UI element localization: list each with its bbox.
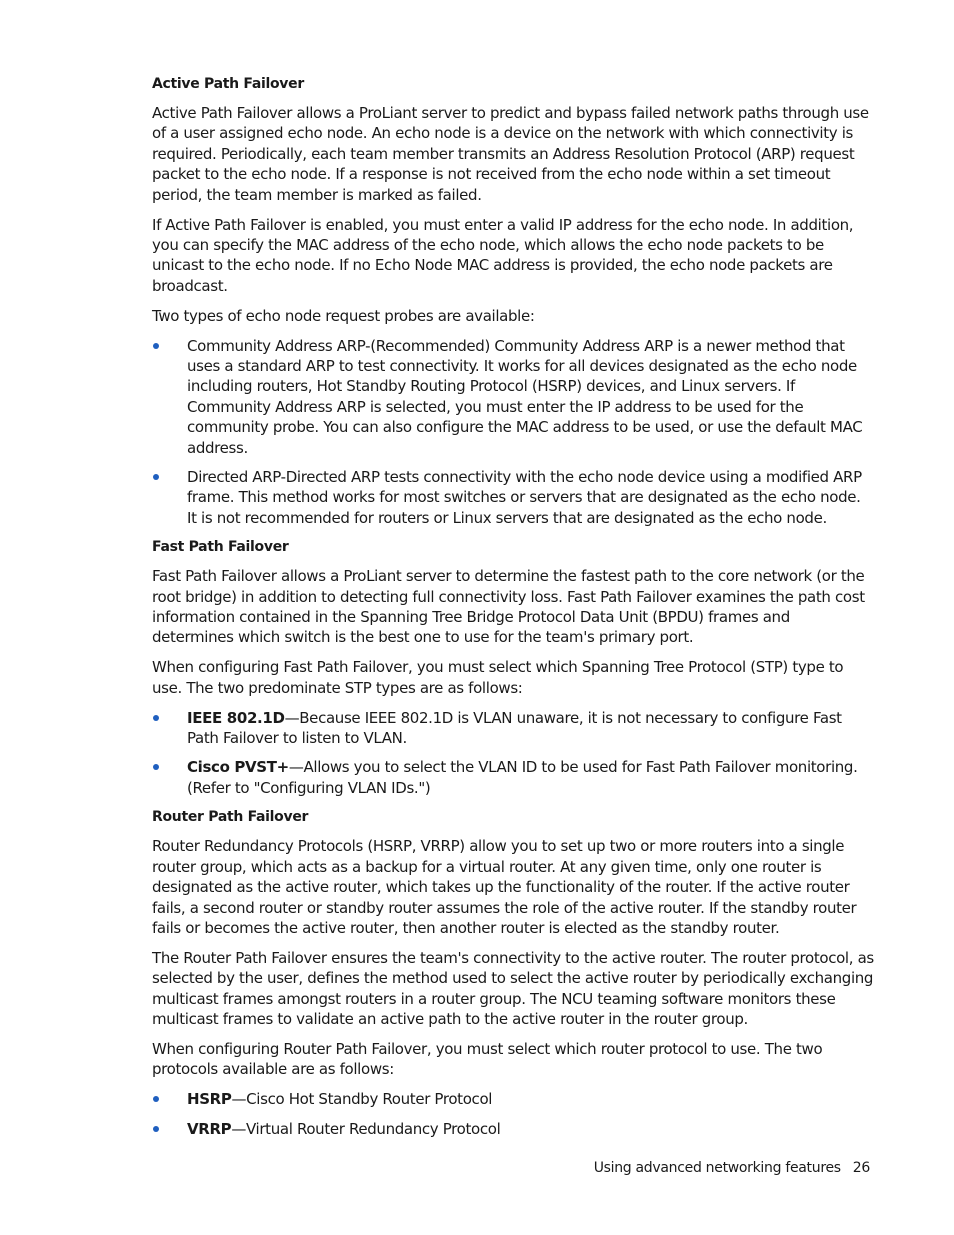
list-item-text: —Virtual Router Redundancy Protocol xyxy=(231,1119,501,1138)
paragraph: Fast Path Failover allows a ProLiant server to determine the fastest path to the core network (or the root bridge) in addition to detecting full connectivity loss. Fast Path Failover examines the path cost information contained in the Spanning Tree Bridge Protocol Data Unit (BPDU) frames and determines which switch is the best one to use for the team's primary port. xyxy=(152,567,865,647)
bullet-icon xyxy=(153,343,159,349)
list-item xyxy=(152,336,874,458)
list-item-text: —Because IEEE 802.1D is VLAN unaware, it is not necessary to configure Fast Path Failover to listen to VLAN. xyxy=(187,708,842,748)
list-item-term: HSRP xyxy=(187,1090,232,1109)
paragraph: When configuring Router Path Failover, you must select which router protocol to use. The two protocols available are as follows: xyxy=(152,1039,823,1079)
list-item-term: VRRP xyxy=(187,1119,232,1138)
heading-fast-path-failover: Fast Path Failover xyxy=(152,539,289,556)
document-body xyxy=(152,74,874,1148)
page-footer xyxy=(594,1159,870,1177)
list-item xyxy=(152,1119,874,1139)
probe-types-list xyxy=(152,336,874,529)
list-item xyxy=(152,1089,874,1109)
list-item-text: Directed ARP-Directed ARP tests connectivity with the echo node device using a modified ARP frame. This method works for most switches or servers that are designated as the echo node. It is not recommended for routers or Linux servers that are designated as the echo node. xyxy=(187,468,862,527)
list-item-text: —Allows you to select the VLAN ID to be used for Fast Path Failover monitoring. (Refer to "Configuring VLAN IDs.") xyxy=(187,758,858,797)
bullet-icon xyxy=(153,474,159,480)
bullet-icon xyxy=(153,715,159,721)
list-item-text: Community Address ARP-(Recommended) Community Address ARP is a newer method that uses a standard ARP to test connectivity. It works for all devices designated as the echo node including routers, Hot Standby Routing Protocol (HSRP) devices, and Linux servers. If Community Address ARP is selected, you must enter the IP address to be used for the community probe. You can also configure the MAC address to be used, or use the default MAC address. xyxy=(187,336,863,457)
list-item-term: Cisco PVST+ xyxy=(187,758,289,777)
heading-router-path-failover: Router Path Failover xyxy=(152,809,309,826)
bullet-icon xyxy=(153,764,159,770)
paragraph: When configuring Fast Path Failover, you must select which Spanning Tree Protocol (STP) type to use. The two predominate STP types are as follows: xyxy=(152,658,844,697)
paragraph: The Router Path Failover ensures the team's connectivity to the active router. The router protocol, as selected by the user, defines the method used to select the active router by periodically exchanging multicast frames amongst routers in a router group. The NCU teaming software monitors these multicast frames to validate an active path to the active router in the router group. xyxy=(152,948,874,1029)
paragraph: Router Redundancy Protocols (HSRP, VRRP) allow you to set up two or more routers into a single router group, which acts as a backup for a virtual router. At any given time, only one router is designated as the active router, which takes up the functionality of the router. If the active router fails, a second router or standby router assumes the role of the active router. If the standby router fails or becomes the active router, then another router is elected as the standby router. xyxy=(152,837,857,937)
footer-title: Using advanced networking features xyxy=(593,1160,841,1176)
list-item xyxy=(152,757,874,798)
paragraph: Active Path Failover allows a ProLiant server to predict and bypass failed network paths through use of a user assigned echo node. An echo node is a device on the network with which connectivity is required. Periodically, each team member transmits an Address Resolution Protocol (ARP) request packet to the echo node. If a response is not received from the echo node within a set timeout period, the team member is marked as failed. xyxy=(152,104,869,204)
heading-active-path-failover: Active Path Failover xyxy=(152,76,304,92)
list-item-text: —Cisco Hot Standby Router Protocol xyxy=(231,1090,493,1109)
list-item xyxy=(152,467,874,528)
list-item-term: IEEE 802.1D xyxy=(187,708,285,727)
paragraph: Two types of echo node request probes are available: xyxy=(152,306,535,325)
bullet-icon xyxy=(153,1126,159,1132)
list-item xyxy=(152,708,874,749)
router-protocols-list xyxy=(152,1089,874,1139)
page-number: 26 xyxy=(852,1160,870,1176)
paragraph: If Active Path Failover is enabled, you must enter a valid IP address for the echo node. In addition, you can specify the MAC address of the echo node, which allows the echo node packets to be unicast to the echo node. If no Echo Node MAC address is provided, the echo node packets are broadcast. xyxy=(152,215,854,295)
stp-types-list xyxy=(152,708,874,799)
bullet-icon xyxy=(153,1096,159,1102)
